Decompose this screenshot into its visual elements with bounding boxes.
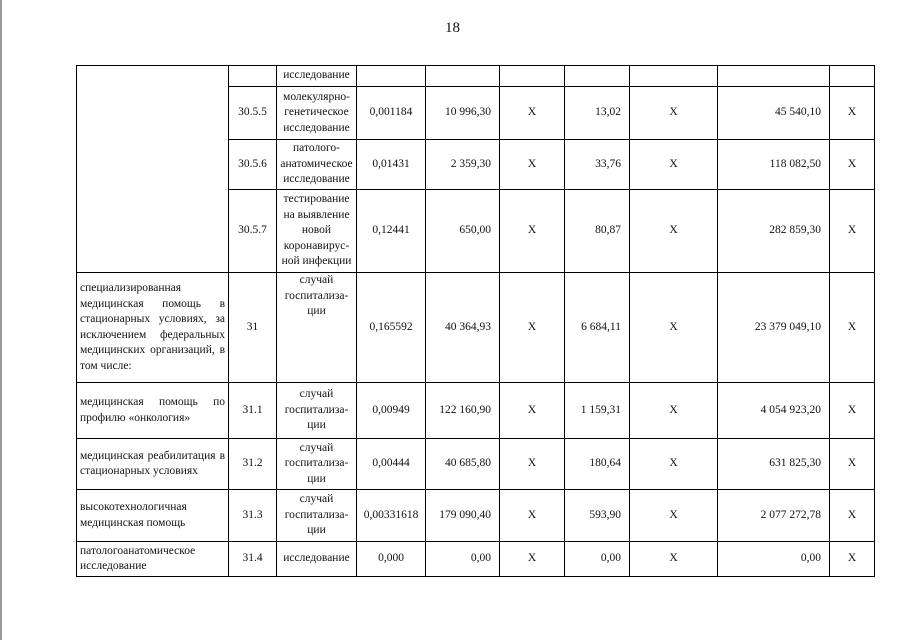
- x-cell: X: [500, 190, 565, 273]
- empty-name-cell: [77, 66, 229, 273]
- cost-cell: 122 160,90: [426, 383, 500, 439]
- x-cell: X: [500, 542, 565, 577]
- unit-cell: молекулярно- генетическое исследование: [277, 87, 357, 140]
- x-cell: X: [630, 542, 718, 577]
- x-cell: X: [630, 383, 718, 439]
- x-cell: X: [830, 140, 875, 190]
- total-cell: 282 859,30: [718, 190, 830, 273]
- page-left-edge: [0, 0, 2, 640]
- cost-cell: 40 364,93: [426, 273, 500, 383]
- row-name-cell: патологоанатомическое исследование: [77, 542, 229, 577]
- code-cell: 31.3: [229, 490, 277, 542]
- code-cell: 31: [229, 273, 277, 383]
- per-capita-cell: 1 159,31: [565, 383, 630, 439]
- x-cell: X: [500, 383, 565, 439]
- total-cell: 23 379 049,10: [718, 273, 830, 383]
- total-cell: 45 540,10: [718, 87, 830, 140]
- x-cell: X: [500, 490, 565, 542]
- norm-cell: 0,00444: [357, 439, 426, 490]
- table-row: [77, 66, 875, 87]
- x-cell: X: [630, 439, 718, 490]
- x-cell: X: [500, 140, 565, 190]
- code-cell: 31.4: [229, 542, 277, 577]
- code-cell: 31.1: [229, 383, 277, 439]
- norm-cell: 0,01431: [357, 140, 426, 190]
- table-row: [77, 542, 875, 577]
- x-cell: X: [830, 383, 875, 439]
- code-cell: 31.2: [229, 439, 277, 490]
- cost-cell: 0,00: [426, 542, 500, 577]
- unit-cell: исследование: [277, 66, 357, 87]
- x-cell: X: [630, 87, 718, 140]
- page-number: 18: [445, 20, 460, 36]
- row-name-cell: медицинская реабилитация в стационарных условиях: [77, 439, 229, 490]
- unit-cell: патолого- анатомическое исследование: [277, 140, 357, 190]
- unit-cell: тестирование на выявление новой коронавирус- ной инфекции: [277, 190, 357, 273]
- cost-cell: 650,00: [426, 190, 500, 273]
- x-cell: X: [830, 439, 875, 490]
- x-cell: X: [500, 439, 565, 490]
- table-row: [77, 490, 875, 542]
- per-capita-cell: 593,90: [565, 490, 630, 542]
- cost-cell: 10 996,30: [426, 87, 500, 140]
- cost-cell: 179 090,40: [426, 490, 500, 542]
- norm-cell: 0,00949: [357, 383, 426, 439]
- table-row: [77, 273, 875, 383]
- x-cell: X: [830, 273, 875, 383]
- norm-cell: 0,165592: [357, 273, 426, 383]
- per-capita-cell: 6 684,11: [565, 273, 630, 383]
- per-capita-cell: 180,64: [565, 439, 630, 490]
- per-capita-cell: 13,02: [565, 87, 630, 140]
- table-row: [77, 439, 875, 490]
- x-cell: X: [830, 87, 875, 140]
- x-cell: X: [630, 490, 718, 542]
- x-cell: X: [630, 190, 718, 273]
- total-cell: 631 825,30: [718, 439, 830, 490]
- code-cell: 30.5.7: [229, 190, 277, 273]
- table-row: [77, 383, 875, 439]
- total-cell: 2 077 272,78: [718, 490, 830, 542]
- row-name-cell: медицинская помощь по профилю «онкология»: [77, 383, 229, 439]
- code-cell: 30.5.6: [229, 140, 277, 190]
- total-cell: 118 082,50: [718, 140, 830, 190]
- x-cell: X: [500, 87, 565, 140]
- norm-cell: 0,00331618: [357, 490, 426, 542]
- financing-table: [76, 65, 875, 577]
- per-capita-cell: 80,87: [565, 190, 630, 273]
- x-cell: X: [830, 490, 875, 542]
- norm-cell: 0,000: [357, 542, 426, 577]
- unit-cell: случай госпитализа- ции: [277, 439, 357, 490]
- total-cell: 0,00: [718, 542, 830, 577]
- unit-cell: случай госпитализа- ции: [277, 273, 357, 383]
- cost-cell: 2 359,30: [426, 140, 500, 190]
- unit-cell: случай госпитализа- ции: [277, 383, 357, 439]
- unit-cell: исследование: [277, 542, 357, 577]
- per-capita-cell: 0,00: [565, 542, 630, 577]
- norm-cell: 0,001184: [357, 87, 426, 140]
- x-cell: X: [630, 273, 718, 383]
- x-cell: X: [830, 542, 875, 577]
- total-cell: 4 054 923,20: [718, 383, 830, 439]
- code-cell: 30.5.5: [229, 87, 277, 140]
- norm-cell: 0,12441: [357, 190, 426, 273]
- x-cell: X: [500, 273, 565, 383]
- unit-cell: случай госпитализа- ции: [277, 490, 357, 542]
- per-capita-cell: 33,76: [565, 140, 630, 190]
- row-name-cell: высокотехнологичная медицинская помощь: [77, 490, 229, 542]
- x-cell: X: [630, 140, 718, 190]
- cost-cell: 40 685,80: [426, 439, 500, 490]
- x-cell: X: [830, 190, 875, 273]
- row-name-cell: специализированная медицинская помощь в стационарных условиях, за исключением федеральных медицинских организаций, в том числе:: [77, 273, 229, 383]
